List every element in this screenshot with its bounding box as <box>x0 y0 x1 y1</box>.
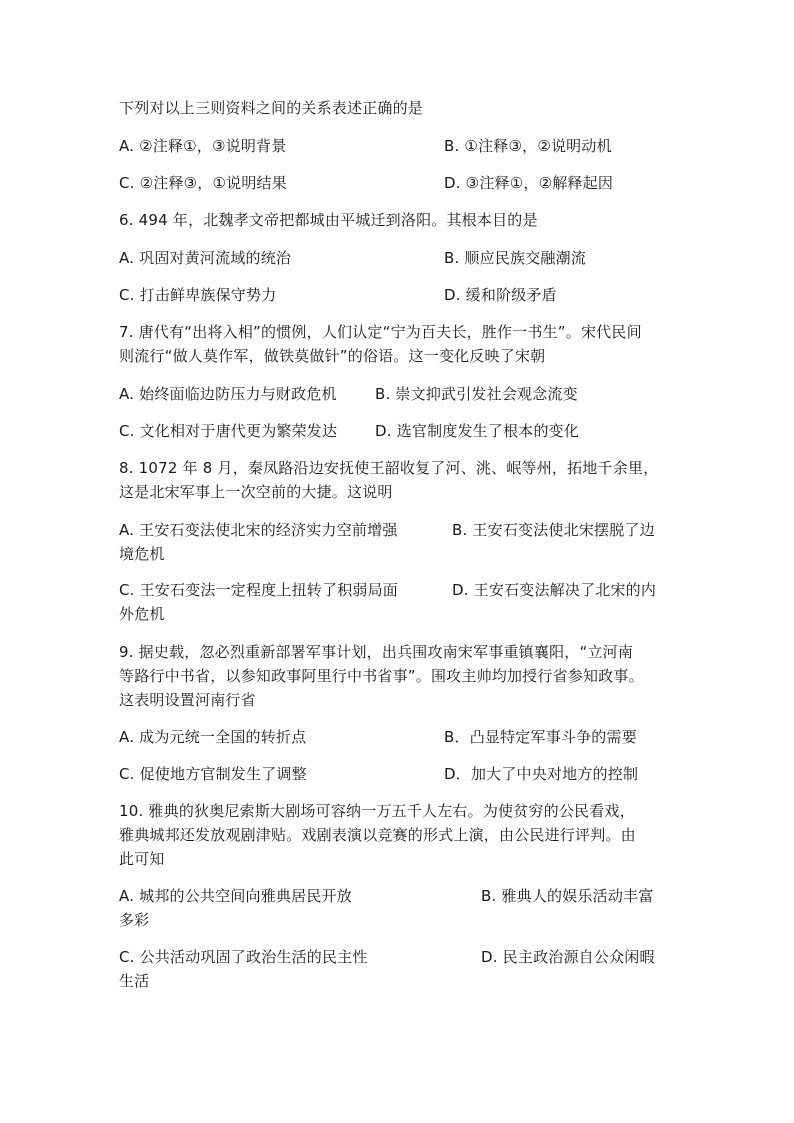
q9-option-d[interactable]: D．加大了中央对地方的控制 <box>444 765 639 783</box>
q10-option-a[interactable]: A. 城邦的公共空间向雅典居民开放 <box>119 887 352 905</box>
q9-stem-line-1: 9. 据史载，忽必烈重新部署军事计划，出兵围攻南宋军事重镇襄阳，“立河南 <box>119 643 634 661</box>
q6-option-a[interactable]: A. 巩固对黄河流域的统治 <box>119 249 292 267</box>
q5-option-d[interactable]: D. ③注释①，②解释起因 <box>444 174 614 192</box>
q5-stem: 下列对以上三则资料之间的关系表述正确的是 <box>119 99 424 117</box>
q10-stem-line-2: 雅典城邦还发放观剧津贴。戏剧表演以竞赛的形式上演，由公民进行评判。由 <box>119 826 636 844</box>
q7-stem-line-2: 则流行“做人莫作军，做铁莫做针”的俗语。这一变化反映了宋朝 <box>119 347 546 365</box>
q10-option-b-wrap: 多彩 <box>119 911 150 929</box>
q7-option-d[interactable]: D. 选官制度发生了根本的变化 <box>375 422 580 440</box>
q5-option-a[interactable]: A. ②注释①，③说明背景 <box>119 137 287 155</box>
q9-stem-line-3: 这表明设置河南行省 <box>119 691 256 709</box>
q9-option-b[interactable]: B．凸显特定军事斗争的需要 <box>444 728 637 746</box>
q6-option-b[interactable]: B. 顺应民族交融潮流 <box>444 249 587 267</box>
q7-option-c[interactable]: C. 文化相对于唐代更为繁荣发达 <box>119 422 338 440</box>
q8-option-b-wrap: 境危机 <box>119 545 165 563</box>
q8-stem-line-2: 这是北宋军事上一次空前的大捷。这说明 <box>119 483 393 501</box>
q7-option-b[interactable]: B. 崇文抑武引发社会观念流变 <box>375 385 578 403</box>
q10-option-d-wrap: 生活 <box>119 972 150 990</box>
q8-option-d-wrap: 外危机 <box>119 605 165 623</box>
q8-option-b[interactable]: B. 王安石变法使北宋摆脱了边 <box>452 521 655 539</box>
q8-option-c[interactable]: C. 王安石变法一定程度上扭转了积弱局面 <box>119 581 399 599</box>
q9-option-a[interactable]: A. 成为元统一全国的转折点 <box>119 728 307 746</box>
q7-stem-line-1: 7. 唐代有“出将入相”的惯例，人们认定“宁为百夫长，胜作一书生”。宋代民间 <box>119 323 642 341</box>
q8-stem-line-1: 8. 1072 年 8 月，秦凤路沿边安抚使王韶收复了河、洮、岷等州，拓地千余里， <box>119 459 659 477</box>
q10-option-c[interactable]: C. 公共活动巩固了政治生活的民主性 <box>119 948 368 966</box>
q9-stem-line-2: 等路行中书省，以参知政事阿里行中书省事”。围攻主帅均加授行省参知政事。 <box>119 667 644 685</box>
q9-option-c[interactable]: C. 促使地方官制发生了调整 <box>119 765 307 783</box>
q10-option-b[interactable]: B. 雅典人的娱乐活动丰富 <box>481 887 654 905</box>
q5-option-c[interactable]: C. ②注释③，①说明结果 <box>119 174 287 192</box>
q8-option-a[interactable]: A. 王安石变法使北宋的经济实力空前增强 <box>119 521 398 539</box>
q6-option-d[interactable]: D. 缓和阶级矛盾 <box>444 286 557 304</box>
q6-option-c[interactable]: C. 打击鲜卑族保守势力 <box>119 286 277 304</box>
q10-option-d[interactable]: D. 民主政治源自公众闲暇 <box>481 948 655 966</box>
q7-option-a[interactable]: A. 始终面临边防压力与财政危机 <box>119 385 337 403</box>
q5-option-b[interactable]: B. ①注释③，②说明动机 <box>444 137 612 155</box>
q10-stem-line-3: 此可知 <box>119 850 165 868</box>
q8-option-d[interactable]: D. 王安石变法解决了北宋的内 <box>452 581 657 599</box>
q10-stem-line-1: 10. 雅典的狄奥尼索斯大剧场可容纳一万五千人左右。为使贫穷的公民看戏， <box>119 802 635 820</box>
q6-stem: 6. 494 年，北魏孝文帝把都城由平城迁到洛阳。其根本目的是 <box>119 211 538 229</box>
